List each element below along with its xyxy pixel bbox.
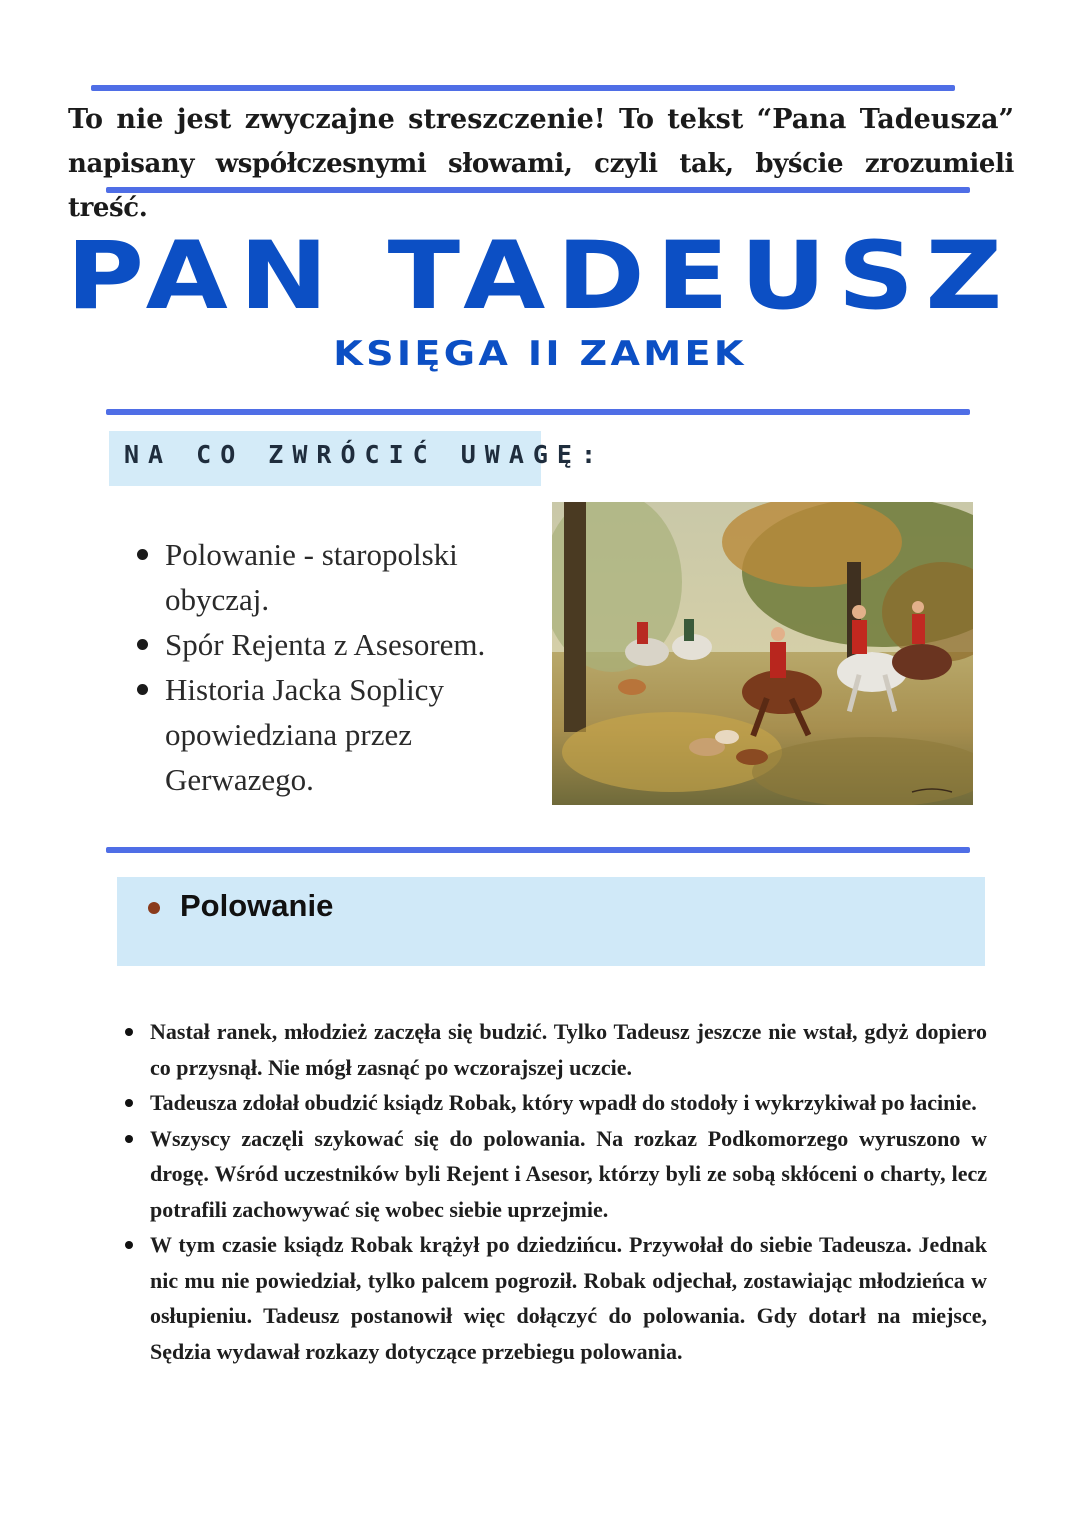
hunting-painting (552, 502, 973, 805)
attention-point: Polowanie - staropolski obyczaj. (134, 532, 534, 622)
middle-rule (106, 847, 970, 853)
intro-line-2: napisany współczesnymi słowami, czyli tak, byście zrozumieli treść. (68, 149, 1014, 223)
attention-points (134, 532, 534, 802)
intro-line-1: To nie jest zwyczajne streszczenie! To tekst “Pana Tadeusza” (68, 104, 1014, 135)
section-paragraphs (122, 1014, 987, 1369)
list-item: Tadeusza zdołał obudzić ksiądz Robak, który wpadł do stodoły i wykrzykiwał po łacinie. (122, 1085, 987, 1121)
page-title: PAN TADEUSZ (66, 222, 1014, 331)
attention-point: Historia Jacka Soplicy opowiedziana przez Gerwazego. (134, 667, 534, 802)
top-rule (91, 85, 955, 91)
list-item: Nastał ranek, młodzież zaczęła się budzić. Tylko Tadeusz jeszcze nie wstał, gdyż dopiero co przysnął. Nie mógł zasnąć po wczorajszej uczcie. (122, 1014, 987, 1085)
section-title: Polowanie (180, 888, 334, 923)
title-bottom-rule (106, 409, 970, 415)
list-item: W tym czasie ksiądz Robak krążył po dziedzińcu. Przywołał do siebie Tadeusza. Jednak nic mu nie powiedział, tylko palcem pogroził. Robak odjechał, zostawiając młodzieńca w osłupieniu. Tadeusz postanowił więc dołączyć do polowania. Gdy dotarł na miejsce, Sędzia wydawał rozkazy dotyczące przebiegu polowania. (122, 1227, 987, 1369)
page-subtitle: KSIĘGA II ZAMEK (333, 334, 747, 374)
intro-text (68, 98, 1014, 230)
list-item: Wszyscy zaczęli szykować się do polowania. Na rozkaz Podkomorzego wyruszono w drogę. Wśród uczestników byli Rejent i Asesor, którzy byli ze sobą skłóceni o charty, lecz potrafili zachowywać się wobec siebie uprzejmie. (122, 1121, 987, 1228)
attention-heading: NA CO ZWRÓCIĆ UWAGĘ: (124, 440, 606, 469)
intro-bottom-rule (106, 187, 970, 193)
bullet-icon (148, 902, 160, 914)
attention-point: Spór Rejenta z Asesorem. (134, 622, 534, 667)
